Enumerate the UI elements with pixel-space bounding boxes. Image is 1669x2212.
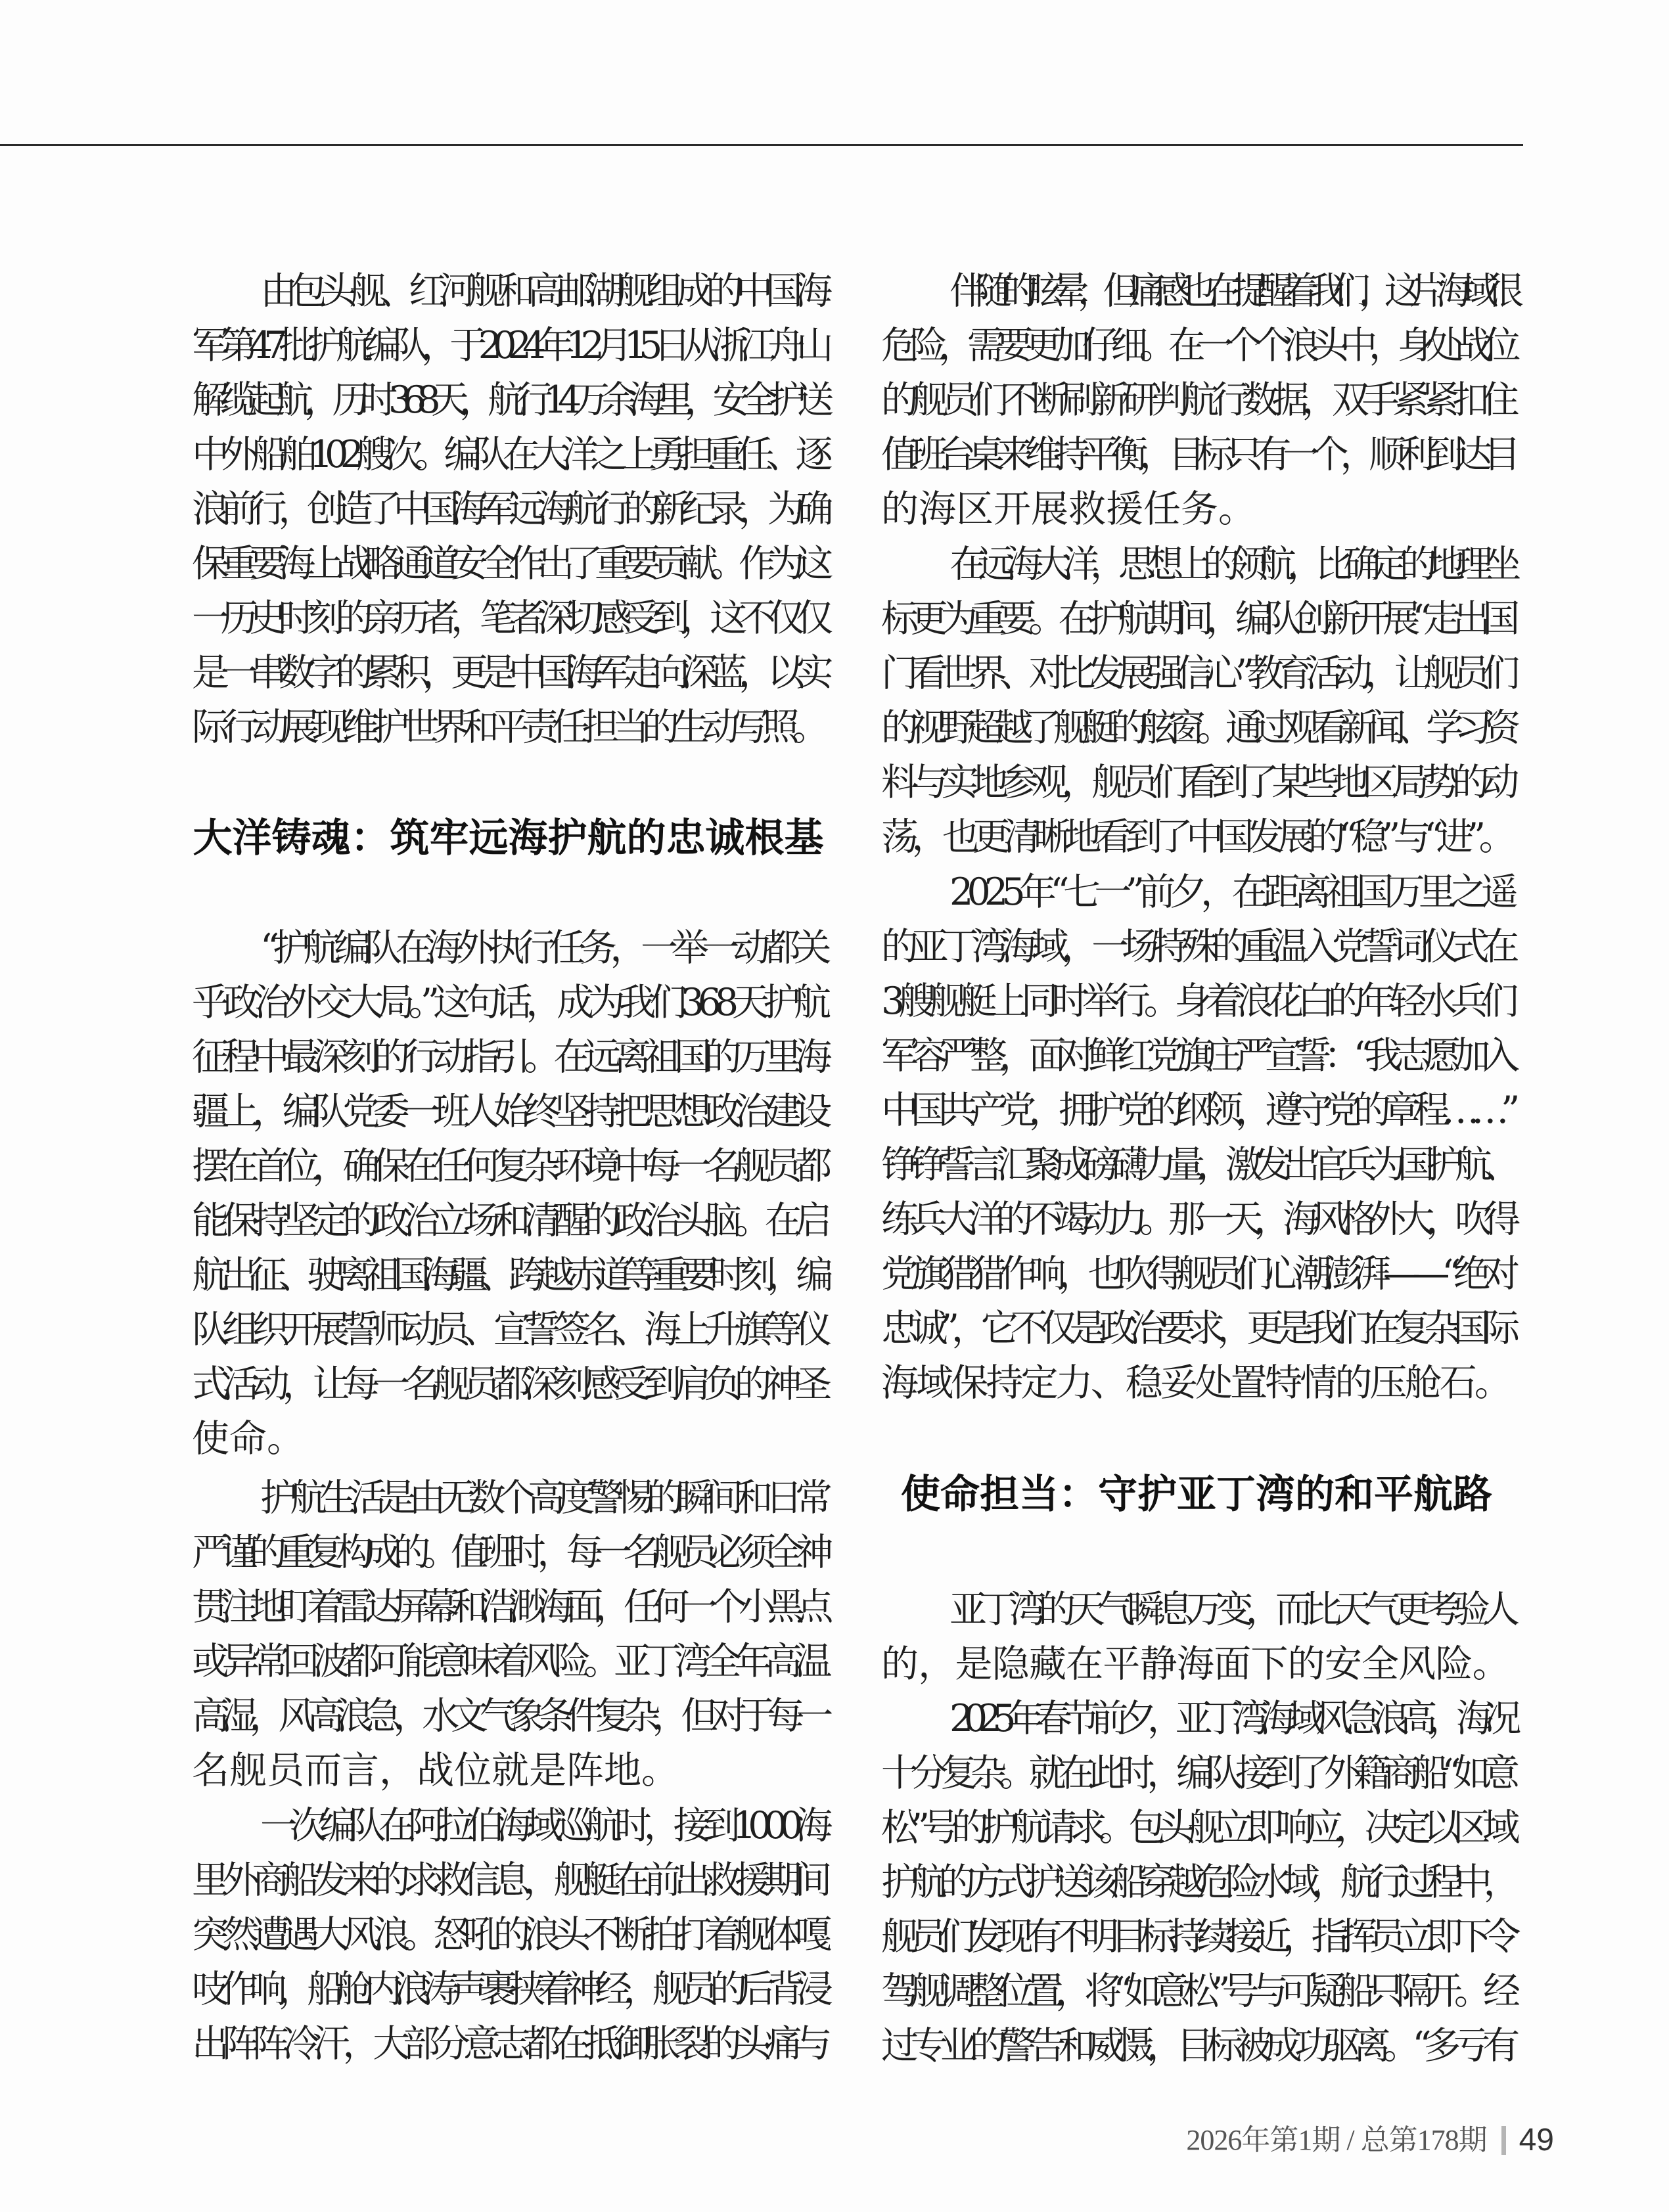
text-line: 2025年“七一”前夕，在距离祖国万里之遥 [949, 870, 1512, 914]
text-line: 一历史时刻的亲历者，笔者深切感受到，这不仅仅 [192, 597, 825, 640]
text-line: 忠诚”，它不仅是政治要求，更是我们在复杂国际 [881, 1307, 1512, 1350]
text-line: 一次编队在阿拉伯海域巡航时，接到1000海 [260, 1804, 825, 1847]
text-line: 乎政治外交大局。”这句话，成为我们368天护航 [192, 981, 825, 1024]
text-line: 保重要海上战略通道安全作出了重要贡献。作为这 [192, 542, 825, 585]
text-line: 能保持坚定的政治立场和清醒的政治头脑。在启 [192, 1199, 825, 1242]
section-heading: 大洋铸魂：筑牢远海护航的忠诚根基 [193, 815, 824, 861]
text-line: 出阵阵冷汗，大部分意志都在抵御胀裂的头痛与 [192, 2022, 825, 2065]
text-line: 军容严整，面对鲜红党旗庄严宣誓：“我志愿加入 [881, 1034, 1512, 1077]
text-line: 的舰员们不断刷新研判航行数据，双手紧紧扣住 [881, 378, 1512, 422]
text-line: 在远海大洋，思想上的领航，比确定的地理坐 [949, 543, 1512, 586]
text-line: 海域保持定力、稳妥处置特情的压舱石。 [881, 1361, 1509, 1405]
text-line: 际行动展现维护世界和平责任担当的生动写照。 [192, 706, 822, 749]
page-number: 49 [1519, 2123, 1554, 2157]
text-line: 浪前行，创造了中国海军远海航行的新纪录，为确 [192, 487, 825, 531]
text-line: 荡，也更清晰地看到了中国发展的“稳”与“进”。 [881, 815, 1509, 859]
text-line: 里外商船发来的求救信息，舰艇在前出救援期间 [192, 1859, 825, 1902]
text-line: 的，是隐藏在平静海面下的安全风险。 [881, 1642, 1509, 1686]
text-line: 中外船舶102艘次。编队在大洋之上勇担重任、逐 [192, 433, 825, 476]
text-line: 队组织开展誓师动员、宣誓签名、海上升旗等仪 [192, 1308, 825, 1351]
text-line: 2025年春节前夕，亚丁湾海域风急浪高，海况 [949, 1697, 1512, 1740]
text-line: 铮铮誓言汇聚成磅礴力量，激发出官兵为国护航、 [881, 1143, 1512, 1186]
text-line: 危险，需要更加仔细。在一个个浪头中，身处战位 [881, 324, 1512, 367]
text-line: 由包头舰、红河舰和高邮湖舰组成的中国海 [260, 269, 825, 313]
page-footer [1186, 2122, 1554, 2159]
text-line: 航出征、驶离祖国海疆、跨越赤道等重要时刻，编 [192, 1253, 825, 1297]
text-line: 的亚丁湾海域，一场特殊的重温入党誓词仪式在 [881, 925, 1512, 968]
text-line: 或异常回波都可能意味着风险。亚丁湾全年高温 [192, 1640, 825, 1683]
text-line: 料与实地参观，舰员们看到了某些地区局势的动 [881, 761, 1512, 804]
header-rule [0, 144, 1523, 146]
text-line: 使命。 [192, 1417, 304, 1460]
text-line: 过专业的警告和威慑，目标被成功驱离。“多亏有 [881, 2024, 1512, 2067]
text-line: 摆在首位，确保在任何复杂环境中每一名舰员都 [192, 1144, 825, 1188]
text-line: 党旗猎猎作响，也吹得舰员们心潮澎湃——“绝对 [881, 1252, 1512, 1296]
text-line: 伴随的眩晕，但痛感也在提醒着我们，这片海域很 [949, 269, 1512, 313]
text-line: 解缆起航，历时368天，航行14万余海里，安全护送 [192, 378, 825, 422]
text-line: 式活动，让每一名舰员都深刻感受到肩负的神圣 [192, 1363, 825, 1406]
text-line: 护航的方式护送该船穿越危险水域，航行过程中， [881, 1861, 1512, 1904]
text-line: 值班台桌来维持平衡，目标只有一个，顺利到达目 [881, 433, 1512, 476]
text-line: 十分复杂。就在此时，编队接到了外籍商船“如意 [881, 1751, 1512, 1795]
text-line: 军第47批护航编队，于2024年12月15日从浙江舟山 [192, 324, 825, 367]
text-line: 中国共产党，拥护党的纲领，遵守党的章程……” [881, 1089, 1512, 1132]
section-heading: 使命担当：守护亚丁湾的和平航路 [901, 1472, 1492, 1518]
text-line: 吱作响，船舱内浪涛声裹挟着神经，舰员的后背浸 [192, 1968, 825, 2011]
text-line: 名舰员而言，战位就是阵地。 [192, 1749, 679, 1792]
issue-label: 2026年第1期 / 总第178期 [1186, 2124, 1487, 2156]
text-line: 突然遭遇大风浪。怒吼的浪头不断拍打着舰体嘎 [192, 1913, 825, 1956]
text-line: 驾舰调整位置，将“如意松”号与可疑船只隔开。经 [881, 1970, 1512, 2013]
text-line: 征程中最深刻的行动指引。在远离祖国的万里海 [192, 1035, 825, 1079]
text-line: 护航生活是由无数个高度警惕的瞬间和日常 [260, 1476, 825, 1520]
text-line: 标更为重要。在护航期间，编队创新开展“走出国 [881, 597, 1512, 641]
text-line: 3艘舰艇上同时举行。身着浪花白的年轻水兵们 [881, 980, 1512, 1023]
text-line: 贯注地盯着雷达屏幕和浩渺海面，任何一个小黑点 [192, 1585, 825, 1629]
text-line: 的海区开展救援任务。 [881, 487, 1256, 531]
text-line: 舰员们发现有不明目标持续接近，指挥员立即下令 [881, 1915, 1512, 1958]
text-line: 松”号的护航请求。包头舰立即响应，决定以区域 [881, 1806, 1512, 1849]
text-line: 练兵大洋的不竭动力。那一天，海风格外大，吹得 [881, 1198, 1512, 1241]
text-line: 的视野超越了舰艇的舷窗。通过观看新闻、学习资 [881, 706, 1512, 750]
text-line: 高湿，风高浪急，水文气象条件复杂，但对于每一 [192, 1694, 825, 1738]
text-line: “护航编队在海外执行任务，一举一动都关 [260, 926, 825, 970]
footer-divider [1501, 2126, 1506, 2155]
text-line: 是一串数字的累积，更是中国海军走向深蓝，以实 [192, 651, 825, 694]
text-line: 严谨的重复构成的。值班时，每一名舰员必须全神 [192, 1531, 825, 1574]
text-line: 亚丁湾的天气瞬息万变，而比天气更考验人 [949, 1588, 1512, 1631]
text-line: 门看世界、对比发展强信心”教育活动，让舰员们 [881, 652, 1512, 695]
text-line: 疆上，编队党委一班人始终坚持把思想政治建设 [192, 1090, 825, 1133]
